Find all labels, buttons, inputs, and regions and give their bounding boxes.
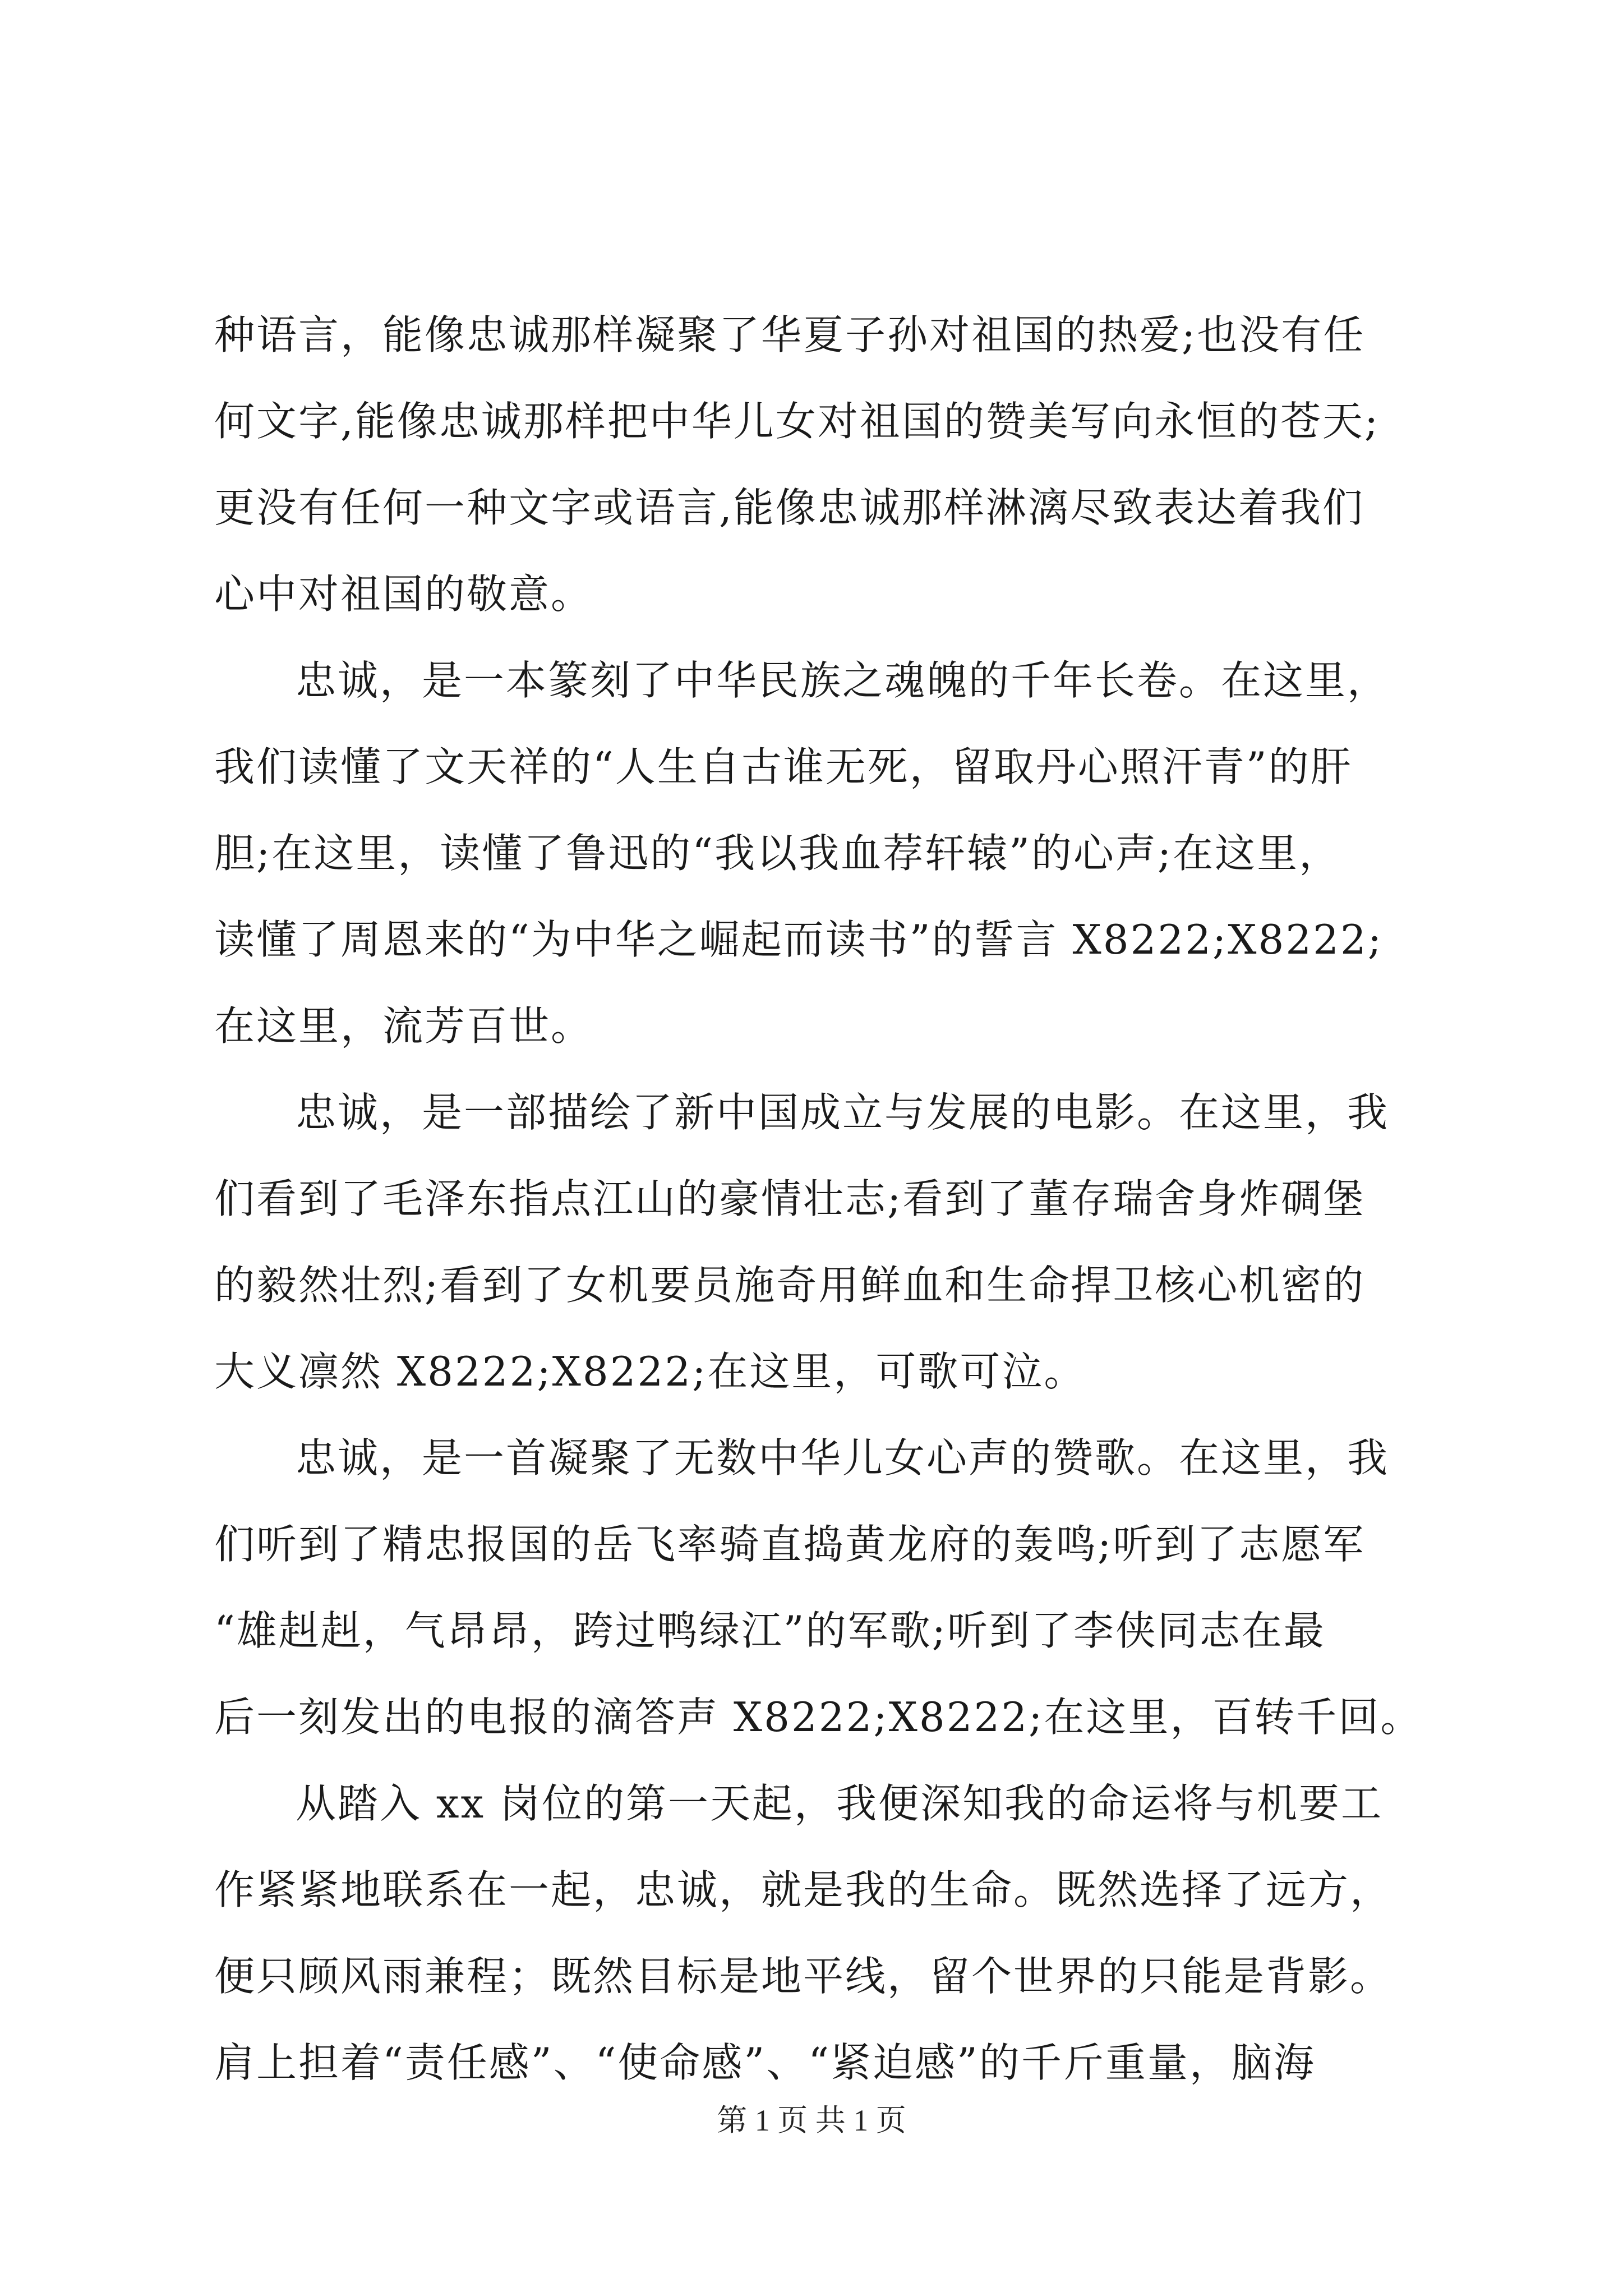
text-line: “雄赳赳，气昂昂，跨过鸭绿江”的军歌;听到了李侠同志在最 (214, 1607, 1326, 1654)
text-line: 读懂了周恩来的“为中华之崛起而读书”的誓言 X8222;X8222; (214, 916, 1384, 963)
text-line: 胆;在这里，读懂了鲁迅的“我以我血荐轩辕”的心声;在这里， (214, 830, 1341, 877)
text-line: 们看到了毛泽东指点江山的豪情壮志;看到了董存瑞舍身炸碉堡 (214, 1175, 1366, 1222)
text-line: 们听到了精忠报国的岳飞率骑直捣黄龙府的轰鸣;听到了志愿军 (214, 1521, 1366, 1568)
text-line: 在这里，流芳百世。 (214, 1002, 593, 1050)
text-line: 后一刻发出的电报的滴答声 X8222;X8222;在这里，百转千回。 (214, 1694, 1423, 1741)
text-line: 从踏入 xx 岗位的第一天起，我便深知我的命运将与机要工 (296, 1780, 1383, 1827)
text-line: 的毅然壮烈;看到了女机要员施奇用鲜血和生命捍卫核心机密的 (214, 1262, 1366, 1309)
page-footer: 第 1 页 共 1 页 (717, 2104, 906, 2137)
text-line: 便只顾风雨兼程；既然目标是地平线，留个世界的只能是背影。 (214, 1953, 1393, 2000)
text-line: 忠诚，是一部描绘了新中国成立与发展的电影。在这里，我 (296, 1089, 1390, 1136)
text-line: 何文字,能像忠诚那样把中华儿女对祖国的赞美写向永恒的苍天; (214, 398, 1380, 445)
text-line: 我们读懂了文天祥的“人生自古谁无死，留取丹心照汗青”的肝 (214, 743, 1353, 790)
text-line: 忠诚，是一本篆刻了中华民族之魂魄的千年长卷。在这里， (296, 657, 1390, 704)
text-line: 忠诚，是一首凝聚了无数中华儿女心声的赞歌。在这里，我 (296, 1434, 1390, 1481)
text-line: 心中对祖国的敬意。 (214, 570, 593, 618)
text-line: 种语言，能像忠诚那样凝聚了华夏子孙对祖国的热爱;也没有任 (214, 311, 1366, 358)
text-line: 肩上担着“责任感”、“使命感”、“紧迫感”的千斤重量，脑海 (214, 2039, 1316, 2086)
body-text (214, 292, 1426, 2106)
text-line: 大义凛然 X8222;X8222;在这里，可歌可泣。 (214, 1348, 1086, 1395)
text-line: 作紧紧地联系在一起，忠诚，就是我的生命。既然选择了远方， (214, 1866, 1393, 1913)
text-line: 更没有任何一种文字或语言,能像忠诚那样淋漓尽致表达着我们 (214, 484, 1364, 531)
